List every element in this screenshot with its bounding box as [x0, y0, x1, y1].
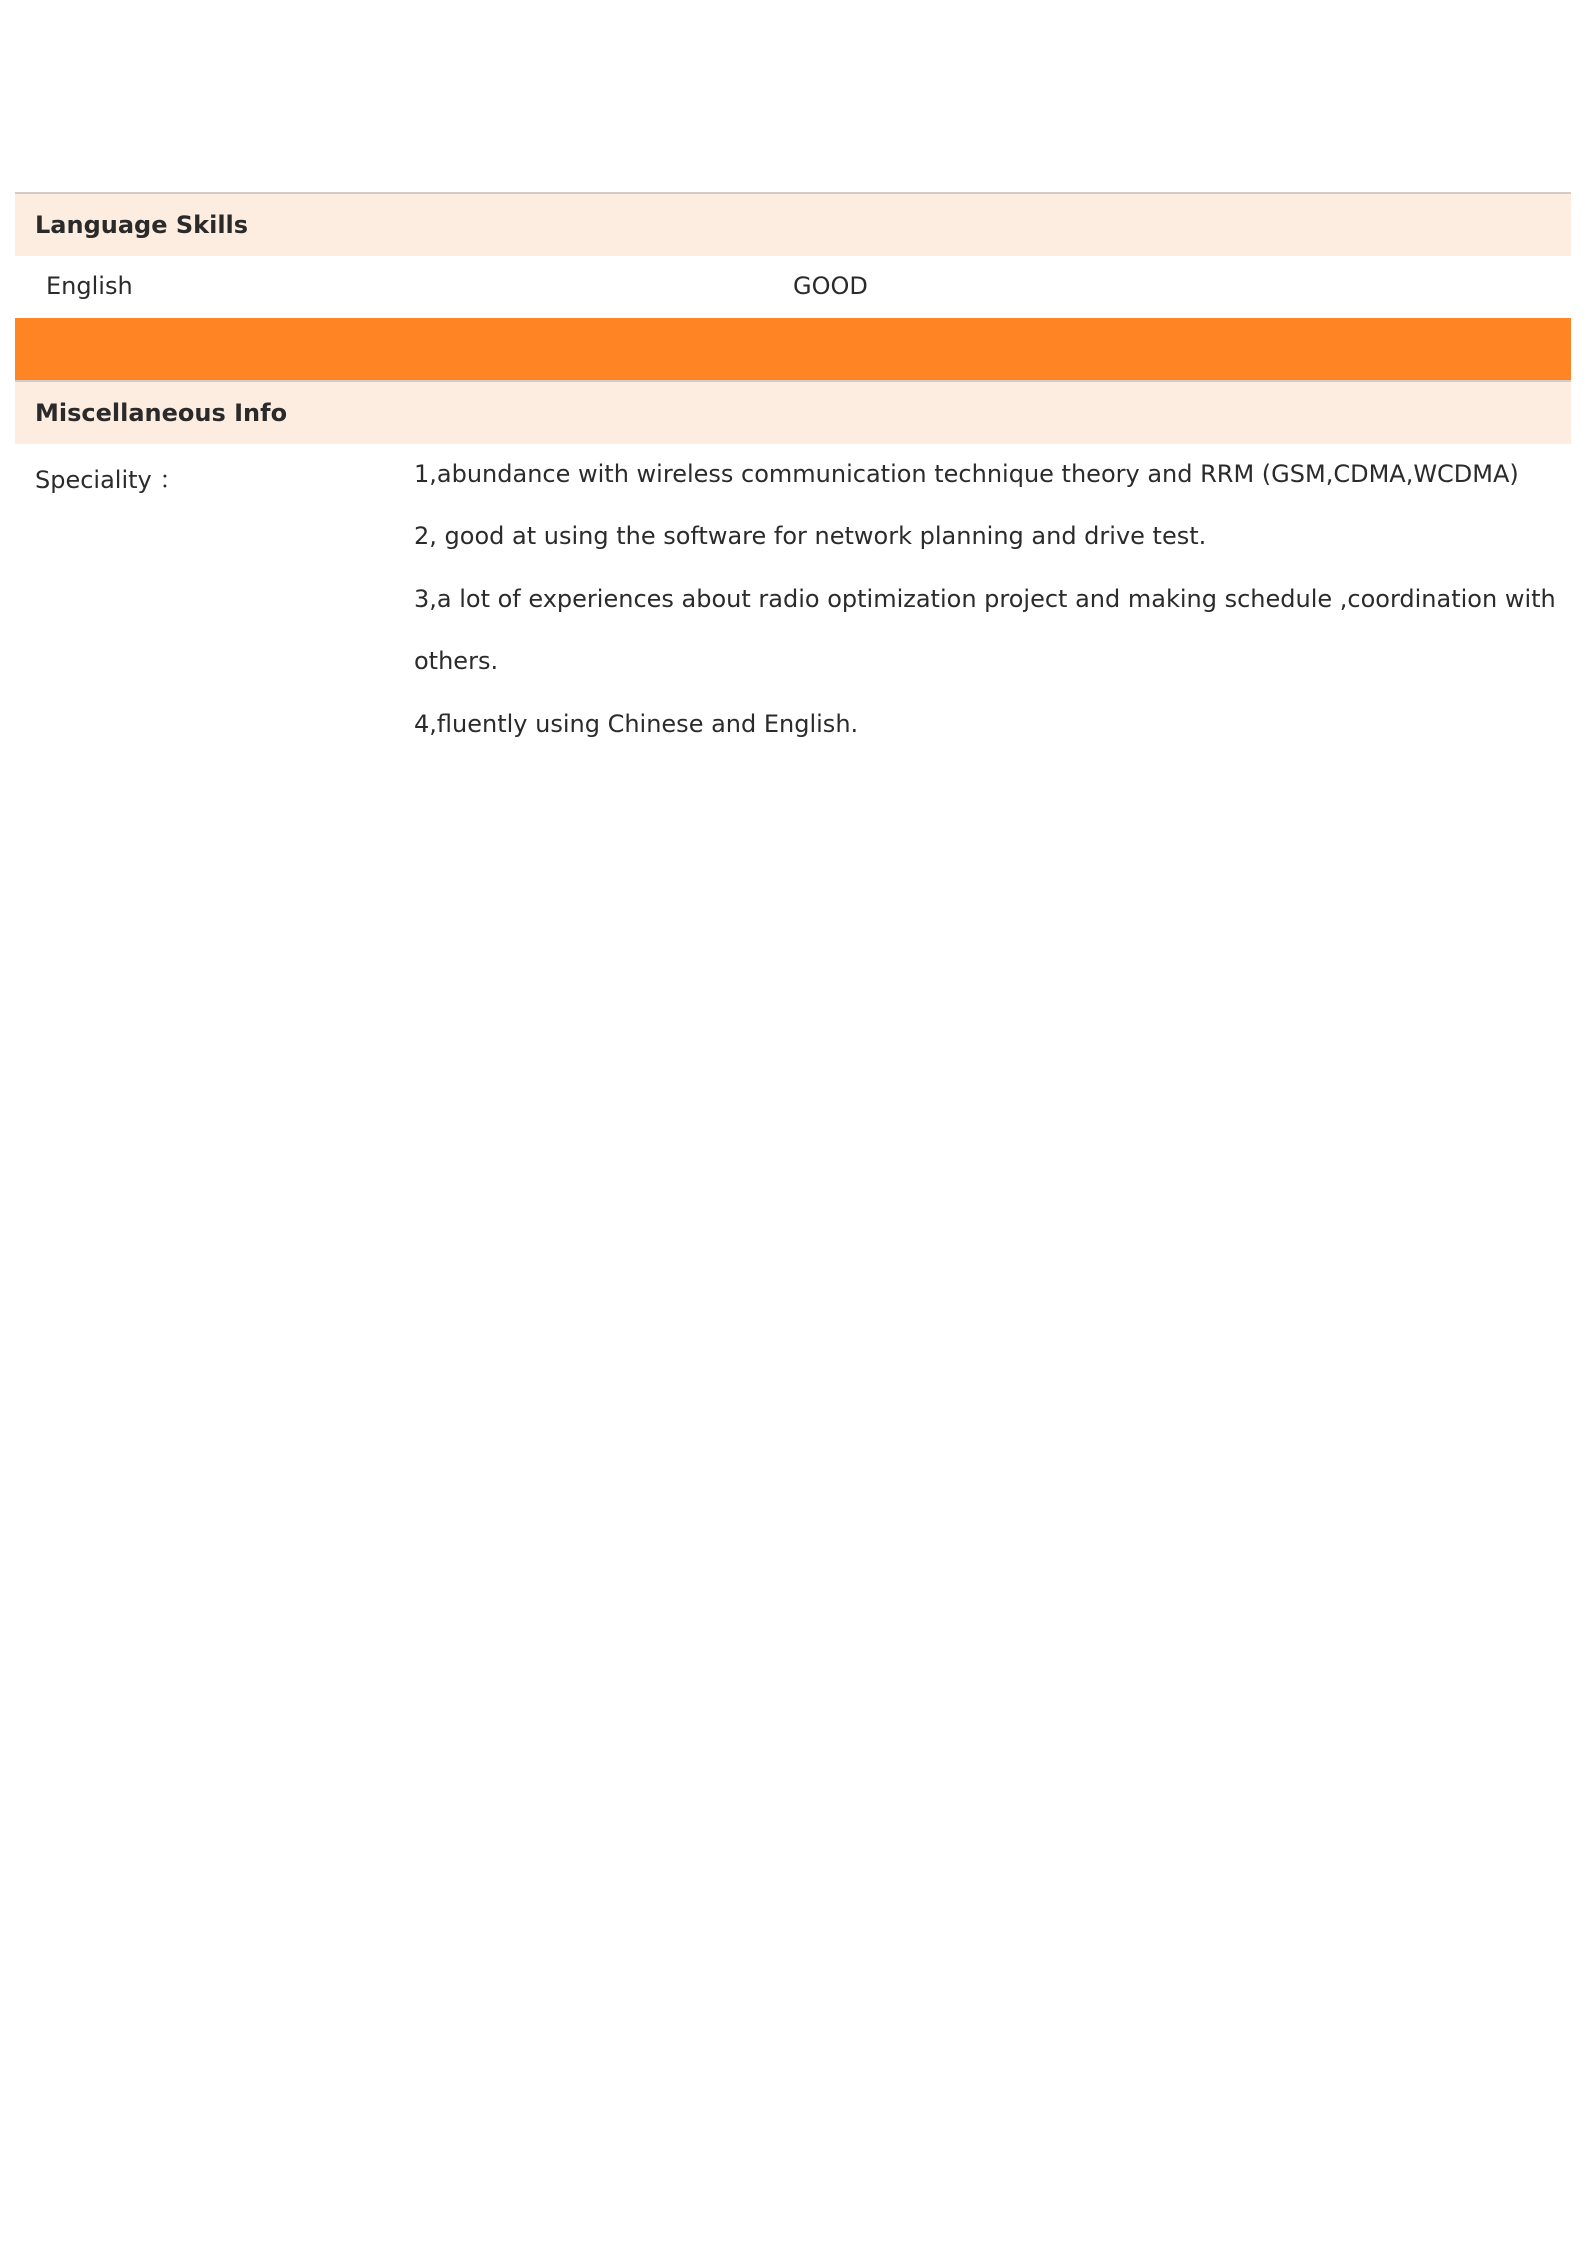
misc-info-heading	[15, 382, 1571, 444]
language-skills-title: Language Skills	[35, 211, 249, 239]
language-skills-heading	[15, 194, 1571, 256]
speciality-line: 4,fluently using Chinese and English.	[414, 709, 859, 738]
speciality-line: 3,a lot of experiences about radio optimization project and making schedule ,coordination with	[414, 584, 1556, 613]
resume-page	[15, 192, 1571, 774]
speciality-line: others.	[414, 647, 499, 676]
speciality-list	[414, 460, 1554, 772]
speciality-line: 1,abundance with wireless communication technique theory and RRM (GSM,CDMA,WCDMA)	[414, 460, 1519, 488]
misc-info-title: Miscellaneous Info	[35, 399, 288, 427]
misc-info-body	[15, 444, 1571, 774]
language-row	[15, 256, 1571, 318]
language-level: GOOD	[793, 272, 868, 300]
section-separator-band	[15, 318, 1571, 380]
speciality-label: Speciality ：	[35, 466, 184, 494]
language-name: English	[46, 272, 133, 300]
speciality-line: 2, good at using the software for network planning and drive test.	[414, 522, 1207, 551]
